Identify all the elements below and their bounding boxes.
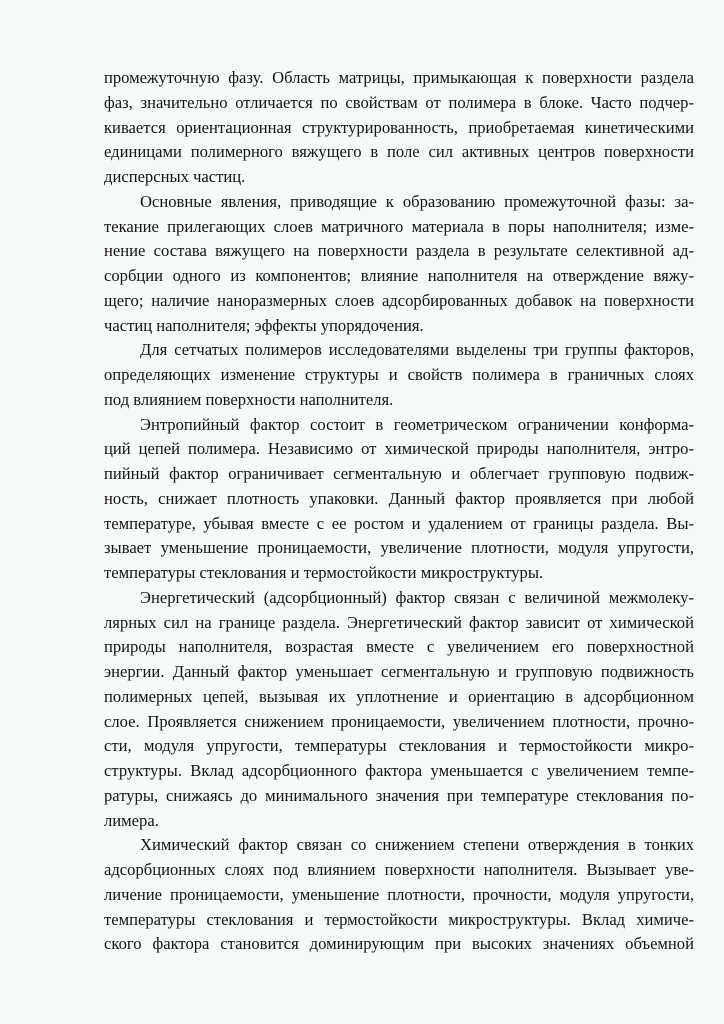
- text-line: энергии. Данный фактор уменьшает сегментальную и групповую подвижность: [104, 662, 694, 681]
- text-line: личение проницаемости, уменьшение плотности, прочности, модуля упругости,: [104, 884, 694, 904]
- text-line: температуре, убывая вместе с ее ростом и удалением от границы раздела. Вы-: [104, 513, 694, 533]
- text-line: дисперсных частиц.: [104, 167, 246, 186]
- text-line: единицами полимерного вяжущего в поле сил активных центров поверхности: [104, 142, 694, 162]
- paragraph-main-phenomena: [104, 190, 694, 339]
- text-line: температуры стеклования и термостойкости микроструктуры. Вклад химиче-: [104, 909, 694, 929]
- text-line: сорбции одного из компонентов; влияние наполнителя на отверждение вяжу-: [104, 266, 694, 285]
- text-line: кивается ориентационная структурированность, приобретаемая кинетическими: [104, 117, 694, 137]
- text-line: щего; наличие наноразмерных слоев адсорбированных добавок на поверхности: [104, 290, 694, 310]
- document-page: [104, 66, 694, 957]
- text-line: природы наполнителя, возрастая вместе с увеличением его поверхностной: [104, 637, 694, 657]
- paragraph-three-factor-groups: [104, 338, 694, 412]
- text-line: адсорбционных слоях под влиянием поверхности наполнителя. Вызывает уве-: [104, 860, 694, 879]
- text-line: Энтропийный фактор состоит в геометрическом ограничении конформа-: [140, 414, 694, 434]
- text-line: под влиянием поверхности наполнителя.: [104, 389, 394, 409]
- text-line: Основные явления, приводящие к образованию промежуточной фазы: за-: [140, 191, 694, 211]
- text-line: зывает уменьшение проницаемости, увеличение плотности, модуля упругости,: [104, 538, 694, 558]
- text-line: частиц наполнителя; эффекты упорядочения.: [104, 315, 424, 335]
- paragraph-energy-factor: [104, 586, 694, 834]
- text-line: Для сетчатых полимеров исследователями выделены три группы факторов,: [140, 340, 694, 360]
- text-line: пийный фактор ограничивает сегментальную и облегчает групповую подвиж-: [104, 464, 694, 483]
- text-line: фаз, значительно отличается по свойствам от полимера в блоке. Часто подчер-: [104, 92, 694, 112]
- paragraph-chemical-factor: [104, 833, 694, 957]
- text-line: сти, модуля упругости, температуры стеклования и термостойкости микро-: [104, 736, 694, 756]
- text-line: ского фактора становится доминирующим при высоких значениях объемной: [104, 934, 694, 954]
- paragraph-entropy-factor: [104, 413, 694, 586]
- paragraph-interphase-matrix: [104, 66, 694, 190]
- text-line: ций цепей полимера. Независимо от химической природы наполнителя, энтро-: [104, 439, 694, 459]
- text-line: лярных сил на границе раздела. Энергетический фактор зависит от химической: [104, 612, 694, 632]
- text-line: нение состава вяжущего на поверхности раздела в результате селективной ад-: [104, 241, 694, 261]
- text-line: определяющих изменение структуры и свойств полимера в граничных слоях: [104, 365, 694, 384]
- text-line: ность, снижает плотность упаковки. Данный фактор проявляется при любой: [104, 488, 694, 508]
- text-line: температуры стеклования и термостойкости микроструктуры.: [104, 563, 544, 582]
- text-line: ратуры, снижаясь до минимального значения при температуре стеклования по-: [104, 785, 694, 805]
- text-line: промежуточную фазу. Область матрицы, примыкающая к поверхности раздела: [104, 68, 694, 87]
- text-line: структуры. Вклад адсорбционного фактора уменьшается с увеличением темпе-: [104, 761, 694, 780]
- text-line: полимерных цепей, вызывая их уплотнение и ориентацию в адсорбционном: [104, 686, 694, 706]
- text-line: текание прилегающих слоев матричного материала в поры наполнителя; изме-: [104, 216, 694, 236]
- text-line: Химический фактор связан со снижением степени отверждения в тонких: [140, 835, 694, 855]
- text-line: Энергетический (адсорбционный) фактор связан с величиной межмолеку-: [140, 587, 694, 607]
- text-line: лимера.: [104, 810, 159, 830]
- text-line: слое. Проявляется снижением проницаемости, увеличением плотности, прочно-: [104, 711, 694, 731]
